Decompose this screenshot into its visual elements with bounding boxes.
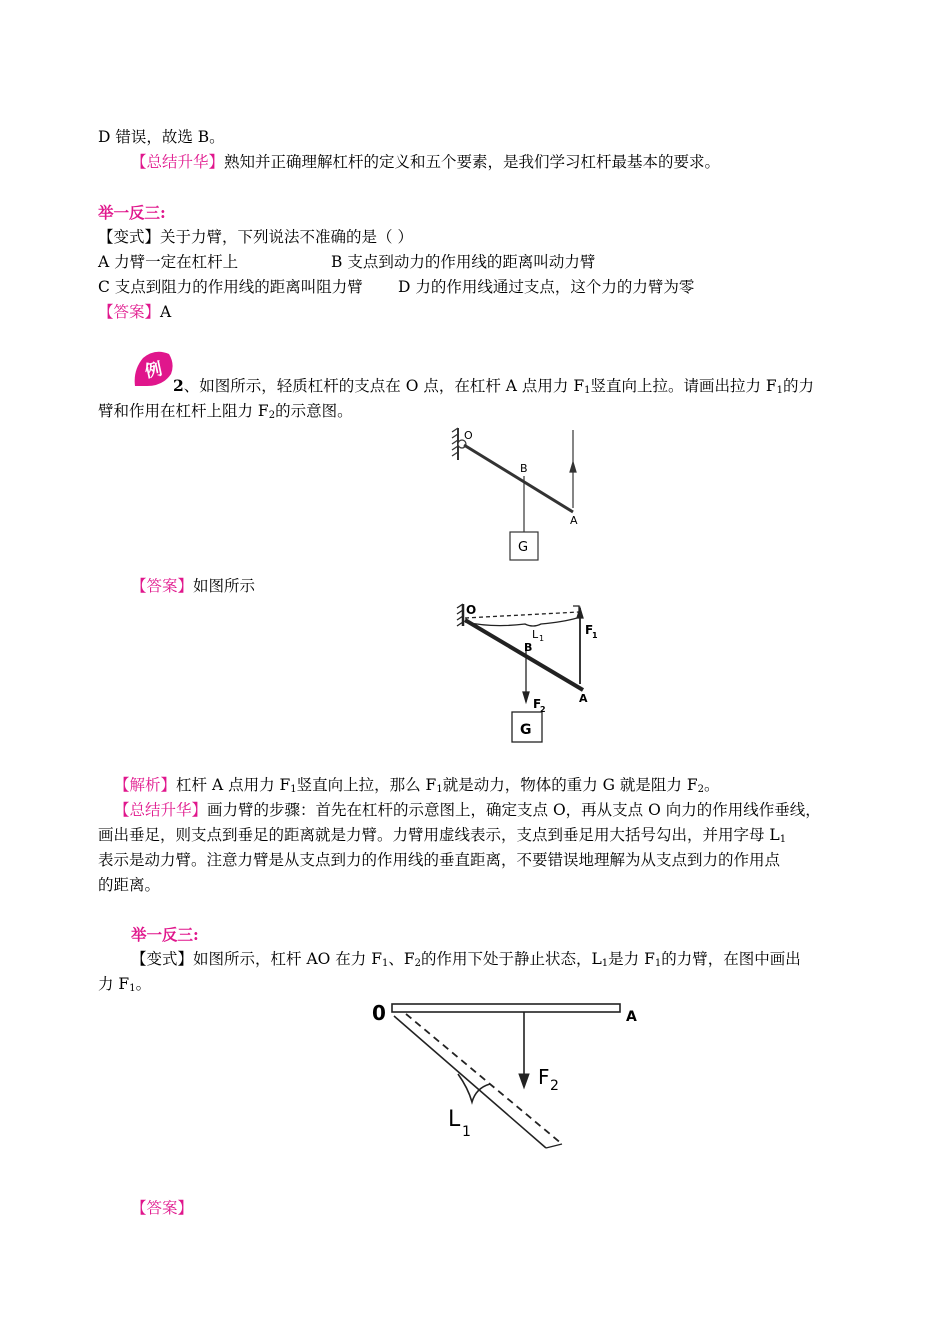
- example2-text-a: 、如图所示，轻质杠杆的支点在 O 点，在杠杆 A 点用力 F: [183, 377, 585, 395]
- arm-l1-label: L: [532, 628, 539, 641]
- practice2-text-e: 的力臂，在图中画出: [661, 950, 801, 968]
- summary2-line4: 的距离。: [98, 876, 161, 894]
- answer-text: 如图所示: [193, 577, 256, 595]
- answer-tag: 【答案】: [131, 577, 194, 595]
- example2-line2: [98, 400, 353, 422]
- lever-figure-variant: [366, 998, 646, 1170]
- force-f2-sub: 2: [550, 1078, 559, 1094]
- point-o-label: O: [464, 429, 473, 442]
- point-o-label: O: [466, 603, 477, 617]
- example-number: 2: [173, 376, 184, 395]
- sub-1c: 1: [654, 958, 662, 969]
- practice2-answer-tag: 【答案】: [131, 1199, 194, 1217]
- summary-tag: 【总结升华】: [114, 801, 208, 819]
- example-badge-icon: [131, 350, 175, 390]
- sub-2: 2: [268, 410, 276, 421]
- sub-1: 1: [290, 784, 297, 795]
- example2-text-e: 的示意图。: [275, 402, 353, 420]
- practice2-heading: 举一反三:: [131, 925, 199, 944]
- example2-text-c: 的力: [783, 377, 815, 395]
- force-f2-sub: 2: [540, 705, 546, 714]
- practice-heading: 举一反三:: [98, 203, 166, 222]
- option-b: B 支点到动力的作用线的距离叫动力臂: [331, 253, 596, 271]
- sub-2: 2: [414, 958, 421, 969]
- weight-g-label: G: [518, 540, 529, 555]
- point-a-label: A: [579, 692, 588, 705]
- analysis-text-c: 就是动力，物体的重力 G 就是阻力 F: [442, 776, 698, 794]
- variant-question: [98, 226, 413, 248]
- arm-l1-label: L: [448, 1107, 461, 1132]
- sub-2: 2: [697, 784, 704, 795]
- answer-value: A: [160, 303, 172, 321]
- practice2-text-d: 是力 F: [608, 950, 655, 968]
- force-f1-label: F: [585, 623, 594, 637]
- practice2-text-a: 如图所示，杠杆 AO 在力 F: [193, 950, 382, 968]
- question-text: 关于力臂，下列说法不准确的是（ ）: [160, 228, 413, 246]
- analysis-tag: 【解析】: [114, 776, 177, 794]
- practice2-text-g: 。: [135, 975, 152, 993]
- answer-line: [98, 301, 171, 323]
- option-c: C 支点到阻力的作用线的距离叫阻力臂: [98, 278, 363, 296]
- example-badge-label: 例: [143, 359, 165, 383]
- analysis-text-d: 。: [703, 776, 720, 794]
- practice2-text-c: 的作用下处于静止状态，L: [420, 950, 602, 968]
- conclusion-text: D 错误，故选 B。: [98, 128, 225, 146]
- summary2-line2: [98, 824, 786, 846]
- lever-figure-question: [448, 424, 598, 572]
- sub-1: 1: [584, 385, 591, 396]
- sub-1: 1: [381, 958, 389, 969]
- force-f1-sub: 1: [592, 631, 598, 640]
- variant-tag: 【变式】: [131, 950, 194, 968]
- summary2-text-1: 画力臂的步骤：首先在杠杆的示意图上，确定支点 O，再从支点 O 向力的作用线作垂线，: [207, 801, 821, 819]
- option-d: D 力的作用线通过支点，这个力的力臂为零: [398, 278, 695, 296]
- point-b-label: B: [520, 462, 528, 475]
- force-f2-label: F: [533, 697, 542, 711]
- practice2-line1: [131, 948, 801, 970]
- point-o-label: 0: [372, 1001, 386, 1025]
- analysis-text-a: 杠杆 A 点用力 F: [176, 776, 291, 794]
- summary-tag: 【总结升华】: [131, 153, 225, 171]
- example2-line1: [173, 375, 814, 397]
- practice2-line2: [98, 973, 151, 995]
- answer-tag: 【答案】: [98, 303, 161, 321]
- summary2-line1: [114, 799, 821, 821]
- summary-text: 熟知并正确理解杠杆的定义和五个要素，是我们学习杠杆最基本的要求。: [224, 153, 721, 171]
- variant-tag: 【变式】: [98, 228, 161, 246]
- summary-line: [131, 151, 720, 173]
- example2-answer-line: [131, 575, 255, 597]
- sub-1b: 1: [436, 784, 443, 795]
- point-a-label: A: [626, 1009, 637, 1025]
- option-a: A 力臂一定在杠杆上: [98, 253, 239, 271]
- point-b-label: B: [524, 641, 533, 654]
- sub-1: 1: [779, 834, 787, 845]
- weight-g-label: G: [520, 722, 532, 738]
- analysis-text-b: 竖直向上拉，那么 F: [296, 776, 437, 794]
- arm-l1-sub: 1: [539, 634, 545, 643]
- practice2-text-f: 力 F: [98, 975, 130, 993]
- sub-1: 1: [129, 983, 136, 994]
- example2-text-d: 臂和作用在杠杆上阻力 F: [98, 402, 269, 420]
- example2-text-b: 竖直向上拉。请画出拉力 F: [590, 377, 777, 395]
- sub-1b: 1: [601, 958, 609, 969]
- summary2-line3: 表示是动力臂。注意力臂是从支点到力的作用线的垂直距离，不要错误地理解为从支点到力的作用点: [98, 851, 781, 869]
- lever-figure-answer: [453, 598, 603, 750]
- conclusion-line: [98, 126, 225, 148]
- point-a-label: A: [570, 514, 578, 527]
- analysis-line: [114, 774, 720, 796]
- practice2-text-b: 、F: [388, 950, 415, 968]
- example-badge: [131, 350, 175, 390]
- sub-1b: 1: [776, 385, 784, 396]
- summary2-text-2: 画出垂足，则支点到垂足的距离就是力臂。力臂用虚线表示，支点到垂足用大括号勾出，并用字母 L: [98, 826, 780, 844]
- force-f2-label: F: [538, 1065, 550, 1089]
- arm-l1-sub: 1: [462, 1124, 471, 1140]
